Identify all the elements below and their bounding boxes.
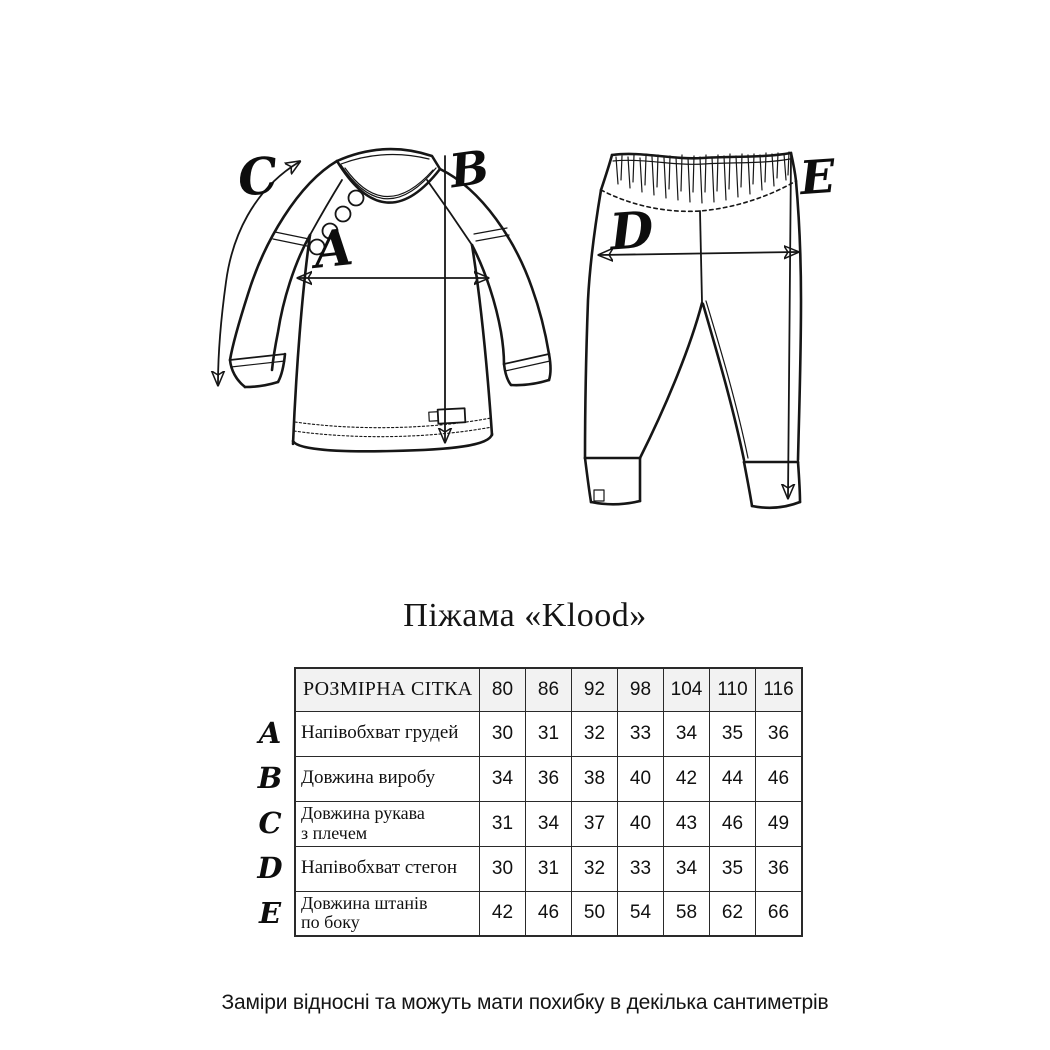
measure-letter-a: A bbox=[310, 217, 356, 280]
value-cell: 34 bbox=[664, 846, 710, 891]
shirt-collar bbox=[337, 149, 440, 203]
pants-center-front-line bbox=[700, 211, 702, 302]
size-table bbox=[294, 667, 803, 937]
value-cell: 42 bbox=[480, 891, 526, 936]
row-label-line1: Довжина штанів bbox=[301, 892, 428, 913]
table-row-letter-e: E bbox=[258, 895, 282, 930]
row-label bbox=[295, 846, 480, 891]
value-cell: 35 bbox=[710, 846, 756, 891]
size-column-header: 92 bbox=[572, 668, 618, 711]
value-cell: 36 bbox=[756, 711, 803, 756]
table-row-sleeve bbox=[295, 801, 802, 846]
size-grid-header-label: РОЗМІРНА СІТКА bbox=[295, 668, 480, 711]
row-label-line1: Напівобхват грудей bbox=[301, 722, 459, 744]
size-column-header: 98 bbox=[618, 668, 664, 711]
measurement-disclaimer-note: Заміри відносні та можуть мати похибку в декілька сантиметрів bbox=[221, 991, 829, 1014]
value-cell: 50 bbox=[572, 891, 618, 936]
size-column-header: 80 bbox=[480, 668, 526, 711]
measure-letter-c: C bbox=[234, 145, 281, 208]
row-label-line1: Довжина рукава bbox=[301, 803, 425, 824]
pants-left-cuff bbox=[585, 458, 640, 504]
value-cell: 32 bbox=[572, 711, 618, 756]
measure-letter-b: B bbox=[446, 139, 493, 199]
value-cell: 30 bbox=[480, 846, 526, 891]
shirt-right-sleeve bbox=[440, 169, 551, 385]
value-cell: 66 bbox=[756, 891, 803, 936]
value-cell: 46 bbox=[710, 801, 756, 846]
page-title: Піжама «Klood» bbox=[403, 597, 647, 634]
value-cell: 31 bbox=[480, 801, 526, 846]
table-row-pants-length bbox=[295, 891, 802, 936]
size-table-header-row bbox=[295, 668, 802, 711]
value-cell: 31 bbox=[526, 711, 572, 756]
measure-letter-e: E bbox=[798, 148, 837, 206]
value-cell: 58 bbox=[664, 891, 710, 936]
value-cell: 33 bbox=[618, 846, 664, 891]
row-label-line1: Напівобхват стегон bbox=[301, 857, 458, 879]
value-cell: 35 bbox=[710, 711, 756, 756]
shirt-hem-tag bbox=[429, 408, 466, 423]
table-row-length bbox=[295, 756, 802, 801]
value-cell: 42 bbox=[664, 756, 710, 801]
pants-right-outer-edge bbox=[796, 181, 801, 460]
arrow-e-pants-length bbox=[788, 155, 791, 497]
pants-left-outer-edge bbox=[585, 190, 601, 458]
pants-right-cuff bbox=[744, 462, 800, 508]
value-cell: 40 bbox=[618, 756, 664, 801]
value-cell: 33 bbox=[618, 711, 664, 756]
value-cell: 30 bbox=[480, 711, 526, 756]
pants-right-inseam bbox=[703, 301, 748, 460]
size-column-header: 104 bbox=[664, 668, 710, 711]
measure-letter-d: D bbox=[607, 199, 656, 262]
value-cell: 32 bbox=[572, 846, 618, 891]
table-row-letter-d: D bbox=[257, 850, 283, 885]
row-label bbox=[295, 711, 480, 756]
value-cell: 37 bbox=[572, 801, 618, 846]
table-row-chest bbox=[295, 711, 802, 756]
row-label bbox=[295, 891, 480, 936]
row-label-line1: Довжина виробу bbox=[301, 767, 436, 789]
table-row-letter-c: C bbox=[258, 805, 282, 840]
value-cell: 62 bbox=[710, 891, 756, 936]
value-cell: 46 bbox=[756, 756, 803, 801]
value-cell: 34 bbox=[664, 711, 710, 756]
value-cell: 34 bbox=[526, 801, 572, 846]
row-label bbox=[295, 756, 480, 801]
value-cell: 31 bbox=[526, 846, 572, 891]
row-label-line2: з плечем bbox=[301, 822, 368, 843]
table-row-letter-b: B bbox=[257, 760, 283, 795]
value-cell: 46 bbox=[526, 891, 572, 936]
value-cell: 44 bbox=[710, 756, 756, 801]
value-cell: 54 bbox=[618, 891, 664, 936]
size-column-header: 110 bbox=[710, 668, 756, 711]
shirt-body-right-edge bbox=[472, 245, 492, 435]
pants-diagram bbox=[572, 140, 822, 525]
pants-left-inseam bbox=[640, 303, 702, 458]
value-cell: 43 bbox=[664, 801, 710, 846]
value-cell: 36 bbox=[756, 846, 803, 891]
row-label bbox=[295, 801, 480, 846]
size-column-header: 86 bbox=[526, 668, 572, 711]
table-row-hips bbox=[295, 846, 802, 891]
table-row-letter-a: A bbox=[258, 715, 282, 750]
value-cell: 34 bbox=[480, 756, 526, 801]
value-cell: 40 bbox=[618, 801, 664, 846]
value-cell: 36 bbox=[526, 756, 572, 801]
size-column-header: 116 bbox=[756, 668, 803, 711]
value-cell: 49 bbox=[756, 801, 803, 846]
row-label-line2: по боку bbox=[301, 912, 360, 933]
value-cell: 38 bbox=[572, 756, 618, 801]
